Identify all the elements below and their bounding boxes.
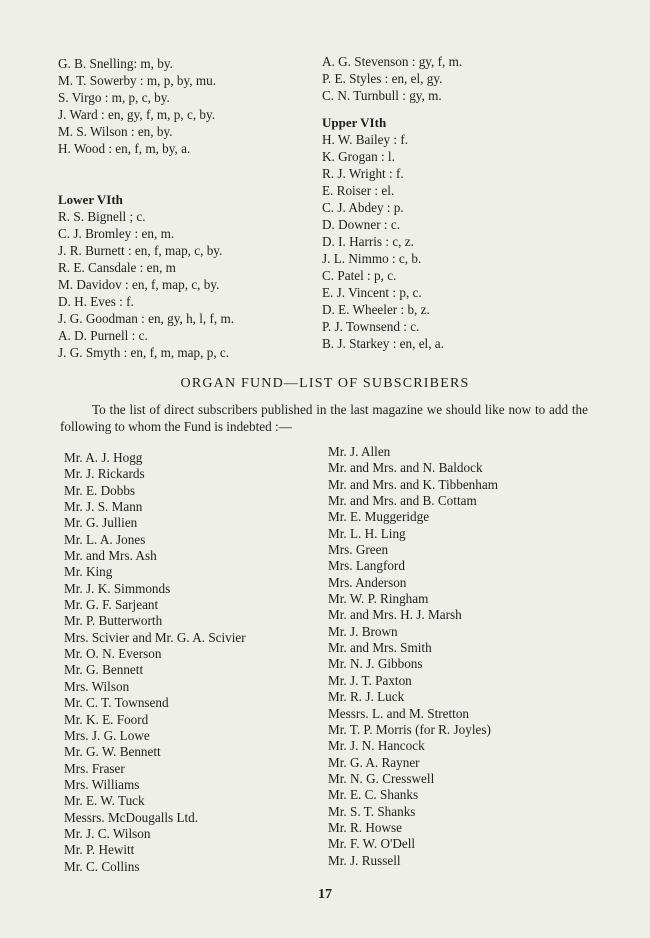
page-number: 17: [318, 887, 332, 902]
list-item: Mr. J. Allen: [328, 444, 391, 459]
list-item: Mr. J. Brown: [328, 623, 398, 639]
list-item: Mr. C. Collins: [64, 858, 140, 874]
list-item: H. W. Bailey : f.: [322, 132, 409, 147]
list-item: Mr. J. C. Wilson: [64, 825, 151, 841]
list-item: Mrs. Wilson: [64, 678, 130, 694]
list-item: Mr. G. F. Sarjeant: [64, 597, 159, 613]
list-item: B. J. Starkey : en, el, a.: [322, 336, 444, 351]
list-item: P. E. Styles : en, el, gy.: [322, 71, 443, 86]
list-item: J. Ward : en, gy, f, m, p, c, by.: [58, 107, 216, 122]
list-item: Mr. L. A. Jones: [64, 531, 146, 547]
list-item: Mr. P. Hewitt: [64, 842, 135, 858]
top-right-column: [322, 53, 462, 352]
list-item: C. N. Turnbull : gy, m.: [322, 88, 442, 103]
list-item: Mr. J. K. Simmonds: [64, 580, 171, 596]
list-item: Mr. and Mrs. Smith: [328, 640, 432, 656]
list-item: M. Davidov : en, f, map, c, by.: [58, 277, 220, 292]
list-item: C. J. Abdey : p.: [322, 200, 404, 215]
list-item: Mr. E. W. Tuck: [64, 793, 145, 809]
list-item: E. J. Vincent : p, c.: [322, 285, 422, 300]
list-item: Mr. G. W. Bennett: [64, 744, 161, 760]
list-item: Mr. J. Rickards: [64, 466, 145, 482]
list-item: Mr. J. N. Hancock: [328, 738, 425, 754]
list-item: P. J. Townsend : c.: [322, 319, 420, 334]
list-item: E. Roiser : el.: [322, 183, 395, 198]
list-item: Mr. G. A. Rayner: [328, 754, 420, 770]
list-item: Mr. and Mrs. and K. Tibbenham: [328, 476, 498, 492]
list-item: Mr. and Mrs. and B. Cottam: [328, 493, 477, 509]
top-left-column: [58, 55, 234, 361]
list-item: G. B. Snelling: m, by.: [58, 56, 173, 71]
list-item: Mr. C. T. Townsend: [64, 695, 169, 711]
upper-vith-heading: Upper VIth: [322, 115, 387, 130]
list-item: Mr. King: [64, 564, 113, 580]
list-item: D. Downer : c.: [322, 217, 401, 232]
list-item: J. G. Goodman : en, gy, h, l, f, m.: [58, 311, 235, 326]
list-item: Mrs. Fraser: [64, 760, 125, 776]
list-item: Mrs. Williams: [64, 776, 140, 792]
list-item: Mr. E. C. Shanks: [328, 787, 419, 803]
list-item: R. E. Cansdale : en, m: [58, 260, 176, 275]
list-item: Mr. S. T. Shanks: [328, 803, 416, 819]
list-item: A. G. Stevenson : gy, f, m.: [322, 54, 463, 69]
list-item: Mr. G. Bennett: [64, 662, 144, 678]
list-item: D. E. Wheeler : b, z.: [322, 302, 430, 317]
list-item: Mrs. Green: [328, 542, 389, 558]
list-item: Mrs. Langford: [328, 558, 405, 574]
list-item: Mr. A. J. Hogg: [64, 450, 143, 465]
list-item: Mr. R. J. Luck: [328, 689, 405, 705]
list-item: Mr. G. Jullien: [64, 515, 138, 531]
list-item: Mr. R. Howse: [328, 819, 402, 835]
list-item: Mr. O. N. Everson: [64, 646, 162, 662]
list-item: J. G. Smyth : en, f, m, map, p, c.: [58, 345, 230, 360]
list-item: D. I. Harris : c, z.: [322, 234, 414, 249]
list-item: Mrs. Anderson: [328, 574, 407, 590]
list-item: H. Wood : en, f, m, by, a.: [58, 141, 191, 156]
list-item: C. J. Bromley : en, m.: [58, 226, 175, 241]
list-item: J. R. Burnett : en, f, map, c, by.: [58, 243, 223, 258]
list-item: Mr. F. W. O'Dell: [328, 836, 416, 852]
organ-fund-intro: [60, 401, 588, 435]
list-item: Mr. P. Butterworth: [64, 613, 163, 629]
list-item: Mr. T. P. Morris (for R. Joyles): [328, 721, 491, 737]
list-item: Mr. J. T. Paxton: [328, 672, 412, 688]
list-item: R. S. Bignell ; c.: [58, 209, 146, 224]
lower-vith-heading: Lower VIth: [58, 192, 123, 207]
list-item: Messrs. McDougalls Ltd.: [64, 809, 199, 825]
list-item: Mrs. J. G. Lowe: [64, 727, 150, 743]
organ-fund-title: ORGAN FUND—LIST OF SUBSCRIBERS: [180, 376, 470, 391]
list-item: Mr. E. Muggeridge: [328, 509, 430, 525]
list-item: Mr. N. J. Gibbons: [328, 656, 423, 672]
list-item: Mr. L. H. Ling: [328, 525, 406, 541]
subscribers-left-column: [64, 450, 246, 875]
list-item: Mr. J. Russell: [328, 852, 401, 868]
list-item: M. T. Sowerby : m, p, by, mu.: [58, 73, 217, 88]
list-item: Mr. J. S. Mann: [64, 499, 143, 515]
list-item: D. H. Eves : f.: [58, 294, 134, 309]
list-item: K. Grogan : l.: [322, 149, 395, 164]
list-item: Mr. E. Dobbs: [64, 482, 136, 498]
list-item: Mr. K. E. Foord: [64, 711, 149, 727]
list-item: Mr. and Mrs. and N. Baldock: [328, 460, 483, 476]
list-item: A. D. Purnell : c.: [58, 328, 148, 343]
list-item: M. S. Wilson : en, by.: [58, 124, 173, 139]
list-item: Mr. W. P. Ringham: [328, 591, 429, 607]
list-item: Mr. N. G. Cresswell: [328, 770, 435, 786]
list-item: Mr. and Mrs. H. J. Marsh: [328, 607, 462, 623]
list-item: J. L. Nimmo : c, b.: [322, 251, 422, 266]
list-item: C. Patel : p, c.: [322, 268, 397, 283]
list-item: S. Virgo : m, p, c, by.: [58, 90, 170, 105]
subscribers-right-column: [328, 444, 498, 869]
list-item: Mrs. Scivier and Mr. G. A. Scivier: [64, 629, 246, 645]
list-item: Messrs. L. and M. Stretton: [328, 705, 470, 721]
intro-paragraph: To the list of direct subscribers published in the last magazine we should like now to add the following to whom the Fund is indebted :—: [60, 402, 588, 434]
list-item: Mr. and Mrs. Ash: [64, 548, 157, 564]
list-item: R. J. Wright : f.: [322, 166, 404, 181]
